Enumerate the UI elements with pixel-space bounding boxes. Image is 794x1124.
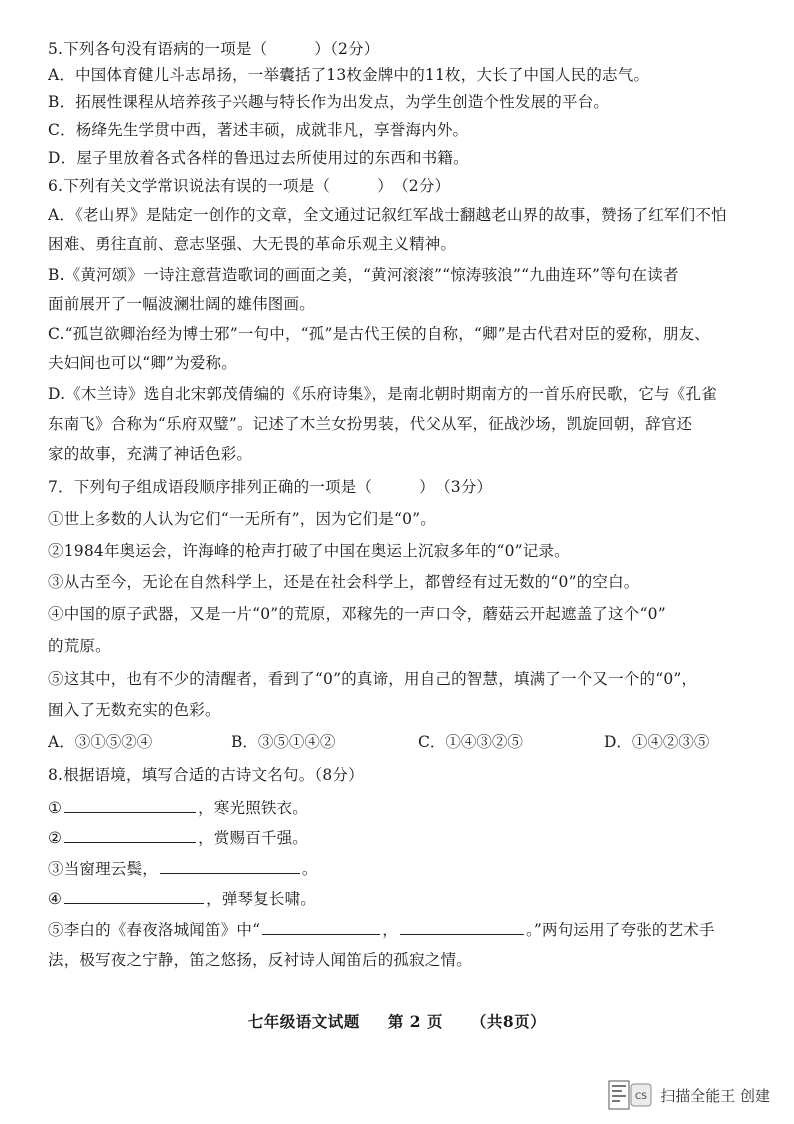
q8-item-3-suffix: 。 [301,860,318,878]
q5-option-a: A．中国体育健儿斗志昂扬，一举囊括了13枚金牌中的11枚，大长了中国人民的志气。 [48,66,650,84]
q8-item-2-suffix: ，赏赐百千强。 [198,829,309,847]
q7-option-c: C．①④③②⑤ [418,733,523,751]
q5-stem: 5.下列各句没有语病的一项是（ ）（2分） [48,40,380,58]
q8-item-5-suffix: 。”两句运用了夸张的艺术手 [525,921,715,939]
q8-stem: 8.根据语境，填写合适的古诗文名句。（8分） [48,766,364,784]
q5-option-d: D．屋子里放着各式各样的鲁迅过去所使用过的东西和书籍。 [48,149,469,167]
q8-item-1-blank[interactable] [64,796,196,813]
q6-option-a-line2: 困难、勇往直前、意志坚强、大无畏的革命乐观主义精神。 [48,235,457,253]
q8-item-4 [48,887,748,910]
q8-item-5 [48,918,748,941]
q7-option-b: B．③⑤①④② [231,733,336,751]
q8-item-4-suffix: ，弹琴复长啸。 [206,890,317,908]
q5-option-c: C．杨绛先生学贯中西，著述丰硕，成就非凡，享誉海内外。 [48,121,469,139]
q8-item-5-prefix: ⑤李白的《春夜洛城闻笛》中“ [48,921,261,939]
q7-sentence-5-line2: 囿入了无数充实的色彩。 [48,701,221,719]
q7-sentence-3: ③从古至今，无论在自然科学上，还是在社会科学上，都曾经有过无数的“0”的空白。 [48,573,640,591]
q8-item-1-suffix: ，寒光照铁衣。 [198,799,309,817]
watermark-text: 扫描全能王 创建 [660,1086,770,1105]
q8-item-5-continuation: 法，极写夜之宁静，笛之悠扬，反衬诗人闻笛后的孤寂之情。 [48,951,472,969]
q8-item-4-blank[interactable] [64,887,204,904]
q6-option-d-line2: 东南飞》合称为“乐府双璧”。记述了木兰女扮男装，代父从军，征战沙场，凯旋回朝，辞官还 [48,415,693,433]
page-footer [0,1010,794,1032]
camscanner-logo-icon [608,1080,652,1110]
q7-stem: 7．下列句子组成语段顺序排列正确的一项是（ ） （3分） [48,478,493,496]
q7-sentence-4-line1: ④中国的原子武器，又是一片“0”的荒原，邓稼先的一声口令，蘑菇云开起遮盖了这个“0” [48,605,666,623]
q8-item-5-blank-2[interactable] [400,918,524,935]
q6-option-d-line3: 家的故事，充满了神话色彩。 [48,445,253,463]
q7-sentence-2: ②1984年奥运会，许海峰的枪声打破了中国在奥运上沉寂多年的“0”记录。 [48,542,570,560]
q6-option-d-line1: D.《木兰诗》选自北宋郭茂倩编的《乐府诗集》，是南北朝时期南方的一首乐府民歌，它与《孔雀 [48,385,717,403]
q7-sentence-1: ①世上多数的人认为它们“一无所有”，因为它们是“0”。 [48,510,436,528]
q8-item-5-mid: ， [382,921,398,939]
q8-item-3 [48,857,748,880]
svg-text:CS: CS [635,1092,648,1102]
q7-option-a: A．③①⑤②④ [48,733,153,751]
q8-item-2-blank[interactable] [64,826,196,843]
q8-item-3-blank[interactable] [160,857,300,874]
q7-options [48,731,748,753]
q7-sentence-5-line1: ⑤这其中，也有不少的清醒者，看到了“0”的真谛，用自己的智慧，填满了一个又一个的“0”， [48,670,698,688]
q6-option-a-line1: A．《老山界》是陆定一创作的文章，全文通过记叙红军战士翻越老山界的故事，赞扬了红军们不怕 [48,206,727,224]
q5-option-b: B．拓展性课程从培养孩子兴趣与特长作为出发点，为学生创造个性发展的平台。 [48,93,610,111]
footer-total-pages: （共8页） [470,1012,547,1031]
q8-item-3-prefix: ③当窗理云鬓， [48,860,158,878]
q7-option-d: D．①④②③⑤ [604,733,710,751]
q6-option-c-line2: 夫妇间也可以“卿”为爱称。 [48,354,237,372]
scanner-watermark [608,1080,770,1110]
q7-sentence-4-line2: 的荒原。 [48,637,111,655]
footer-subject: 七年级语文试题 [247,1012,360,1031]
footer-page-number: 第 2 页 [387,1012,443,1031]
q6-option-c-line1: C.“孤岂欲卿治经为博士邪”一句中，“孤”是古代王侯的自称，“卿”是古代君对臣的爱称，朋友、 [48,325,710,343]
q8-item-1 [48,796,748,819]
q6-option-b-line1: B.《黄河颂》一诗注意营造歌词的画面之美，“黄河滚滚”“惊涛骇浪”“九曲连环”等句在读者 [48,266,679,284]
q8-item-5-blank-1[interactable] [262,918,380,935]
q8-item-2 [48,826,748,849]
q8-item-4-prefix: ④ [48,890,63,908]
q6-option-b-line2: 面前展开了一幅波澜壮阔的雄伟图画。 [48,295,315,313]
q6-stem: 6.下列有关文学常识说法有误的一项是（ ） （2分） [48,177,451,195]
q8-item-1-prefix: ① [48,799,63,817]
q8-item-2-prefix: ② [48,829,63,847]
